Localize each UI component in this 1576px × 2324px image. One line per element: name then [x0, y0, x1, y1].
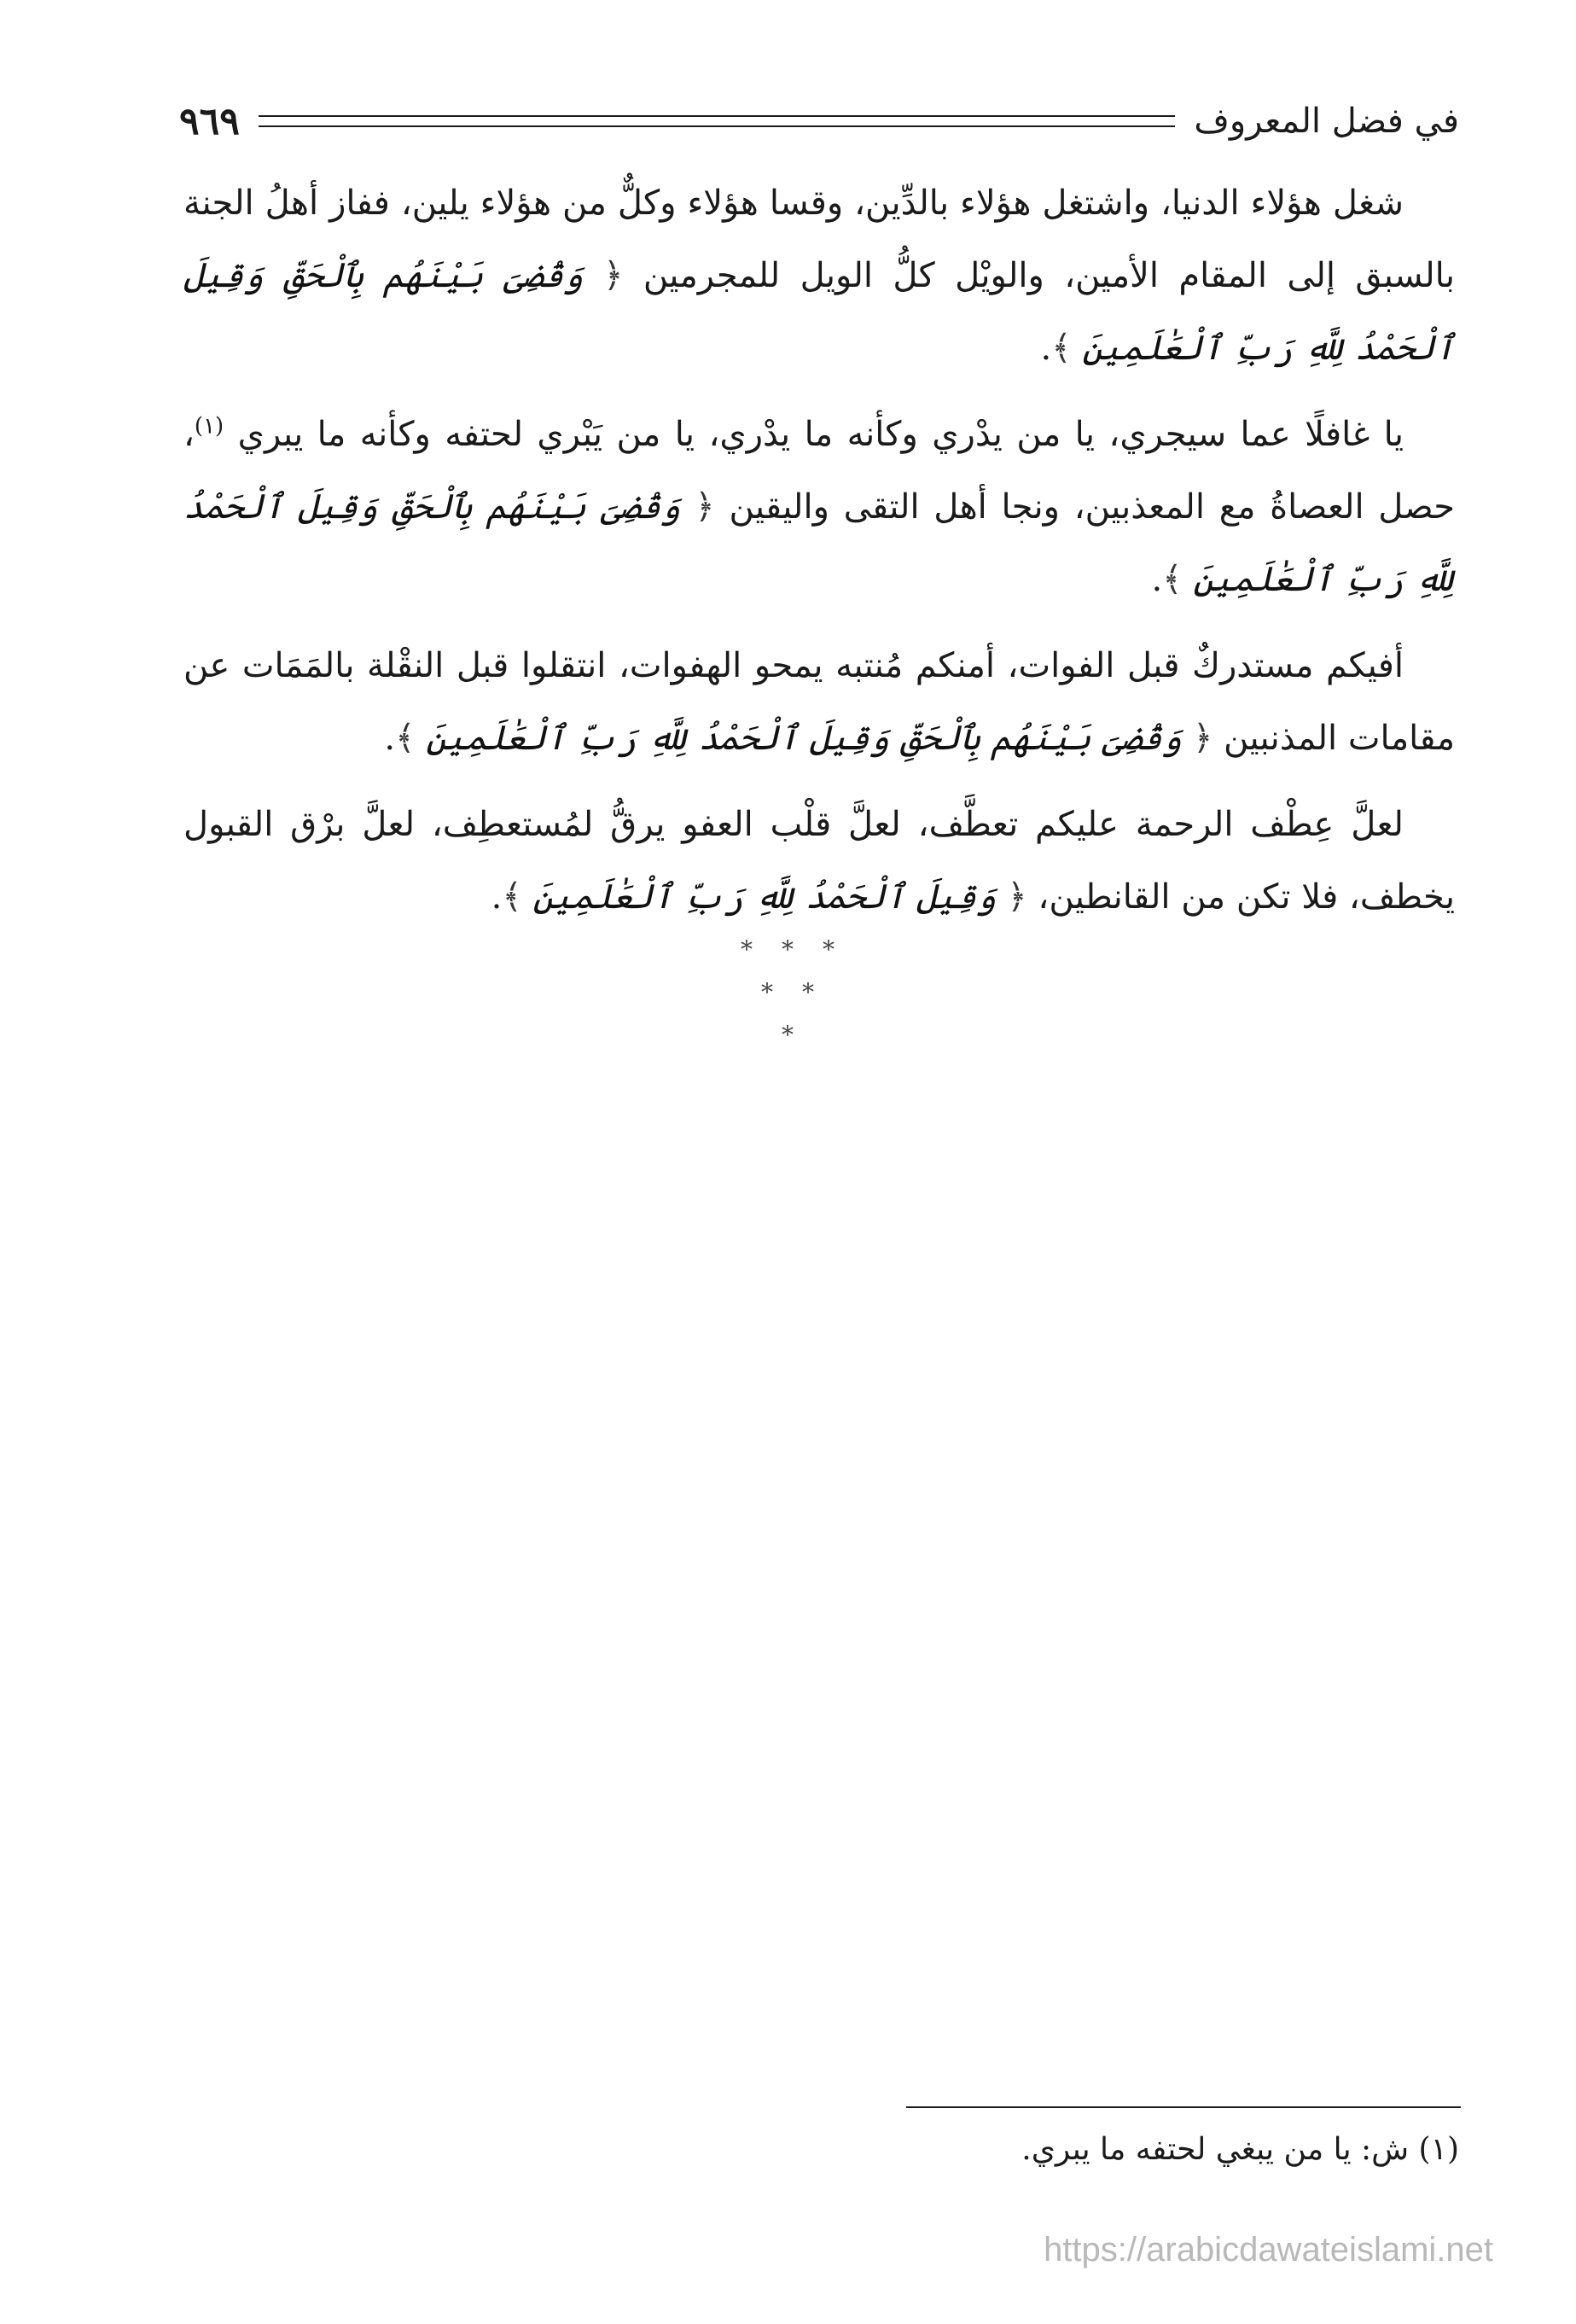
verse-close-bracket: ﴾: [1051, 329, 1072, 368]
paragraph-1: [183, 167, 1455, 385]
verse-open-bracket: ﴿: [1007, 877, 1027, 917]
verse-close-bracket: ﴾: [395, 719, 416, 758]
watermark-url: https://arabicdawateislami.net: [1044, 2231, 1493, 2269]
page-number: ٩٦٩: [179, 99, 240, 143]
footnote-reference[interactable]: (١): [194, 413, 224, 440]
footnote-divider: [906, 2106, 1461, 2108]
paragraph-text: يا غافلًا عما سيجري، يا من يدْري وكأنه ما يدْري، يا من يَبْري لحتفه وكأنه ما يبري: [237, 415, 1404, 454]
paragraph-end: .: [491, 877, 503, 917]
star-row-1: ***: [741, 935, 864, 964]
star-row-2: **: [761, 978, 843, 1006]
paragraph-2: [183, 399, 1455, 616]
paragraph-4: [183, 789, 1455, 934]
paragraph-end: .: [1040, 329, 1052, 368]
section-separator-stars: [702, 929, 873, 1057]
star-row-3: *: [782, 1021, 823, 1049]
page-header: [179, 96, 1459, 147]
verse-close-bracket: ﴾: [1162, 560, 1183, 599]
verse-open-bracket: ﴿: [695, 487, 715, 527]
footnote-1: (١) ش: يا من يبغي لحتفه ما يبري.: [1021, 2132, 1459, 2167]
verse-open-bracket: ﴿: [1192, 719, 1213, 758]
paragraph-text: شغل هؤلاء الدنيا، واشتغل هؤلاء بالدِّين، وقسا هؤلاء وكلٌّ من هؤلاء يلين، ففاز أهلُ الجنة بالسبق إلى المقام الأمين، والويْل كلُّ الويل للمجرمين: [183, 183, 1456, 295]
paragraph-end: .: [384, 719, 396, 758]
paragraph-text: أفيكم مستدركٌ قبل الفوات، أمنكم مُنتبه يمحو الهفوات، انتقلوا قبل النقْلة بالمَمَات عن مقامات المذنبين: [183, 646, 1455, 758]
paragraph-text-after: ، حصل العصاةُ مع المعذبين، ونجا أهل التقى واليقين: [183, 415, 1456, 527]
quran-verse: وَقِيلَ ٱلْحَمْدُ لِلَّهِ رَبِّ ٱلْعَٰلَمِينَ: [532, 877, 997, 917]
header-double-rule: [259, 115, 1176, 127]
paragraph-3: [183, 630, 1455, 775]
quran-verse: وَقُضِىَ بَيْنَهُم بِٱلْحَقِّ وَقِيلَ ٱلْحَمْدُ لِلَّهِ رَبِّ ٱلْعَٰلَمِينَ: [183, 487, 1455, 599]
verse-close-bracket: ﴾: [502, 877, 522, 917]
verse-open-bracket: ﴿: [603, 256, 624, 295]
running-title: في فضل المعروف: [1194, 102, 1459, 141]
main-text: [183, 167, 1455, 947]
quran-verse: وَقُضِىَ بَيْنَهُم بِٱلْحَقِّ وَقِيلَ ٱلْحَمْدُ لِلَّهِ رَبِّ ٱلْعَٰلَمِينَ: [426, 719, 1183, 758]
paragraph-text: لعلَّ عِطْف الرحمة عليكم تعطَّف، لعلَّ قلْب العفو يرقُّ لمُستعطِف، لعلَّ برْق القبول يخطف، فلا تكن من القانطين،: [183, 805, 1455, 917]
quran-verse: وَقُضِىَ بَيْنَهُم بِٱلْحَقِّ وَقِيلَ ٱلْحَمْدُ لِلَّهِ رَبِّ ٱلْعَٰلَمِينَ: [183, 256, 1455, 368]
paragraph-end: .: [1151, 560, 1163, 599]
